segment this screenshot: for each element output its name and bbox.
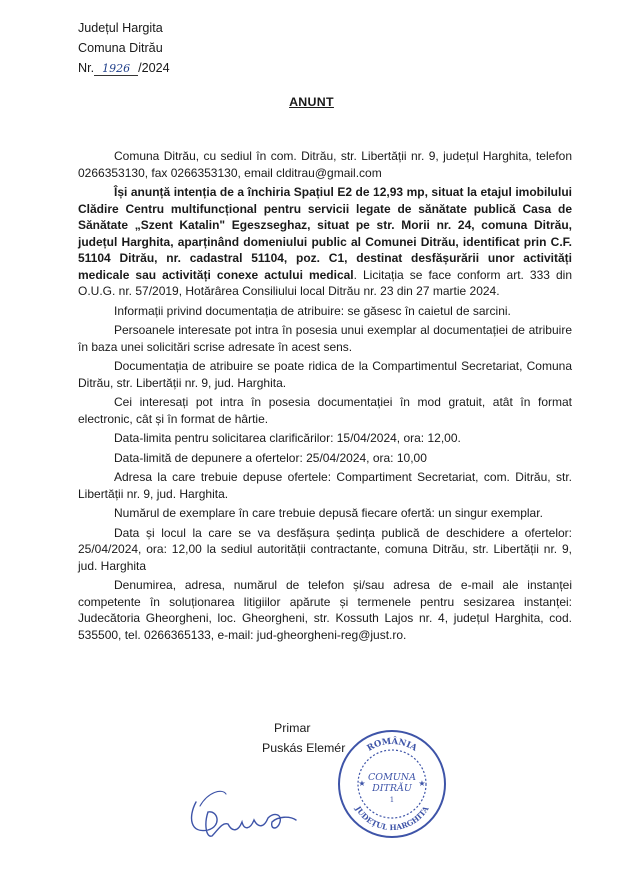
nr-handwritten: 1926 bbox=[94, 63, 138, 76]
paragraph-copies: Numărul de exemplare în care trebuie depusă fiecare ofertă: un singur exemplar. bbox=[114, 506, 543, 520]
paragraph-documentation: Informații privind documentația de atribuire: se găsesc în caietul de sarcini. bbox=[114, 303, 511, 318]
paragraph-offer-deadline: Data-limită de depunere a ofertelor: 25/04/2024, ora: 10,00 bbox=[114, 450, 427, 465]
nr-suffix: /2024 bbox=[138, 61, 170, 75]
paragraph-request: Persoanele interesate pot intra în posesia unui exemplar al documentației de atribuire în baza unei solicitări scrise adresate în acest sens. bbox=[78, 323, 572, 354]
stamp-line-commune: COMUNA bbox=[368, 772, 416, 783]
document-title: ANUNT bbox=[289, 95, 334, 109]
document-header bbox=[78, 18, 170, 78]
stamp-bottom-text: JUDEȚUL HARGHITA bbox=[353, 804, 431, 833]
paragraph-opening-session: Data și locul la care se va desfășura ședința publică de deschidere a ofertelor: 25/04/2024, ora: 12,00 la sediul autorității contractante, comuna Ditrău, str. Libertății nr. 9, jud. Harghita bbox=[78, 525, 572, 573]
signatory-name: Puskás Elemér bbox=[262, 741, 346, 755]
paragraph-clarification-deadline: Data-limita pentru solicitarea clarificărilor: 15/04/2024, ora: 12,00. bbox=[114, 431, 461, 445]
paragraph-intent-rest: . Licitația se face conform art. 333 din O.U.G. nr. 57/2019, Hotărârea Consiliului local Ditrău nr. 23 din 27 martie 2024. bbox=[78, 267, 572, 298]
county-line: Județul Hargita bbox=[78, 21, 163, 35]
nr-prefix: Nr. bbox=[78, 61, 95, 75]
signatory-role: Primar bbox=[274, 721, 311, 735]
registration-number bbox=[78, 58, 170, 78]
paragraph-intent bbox=[78, 184, 572, 300]
stamp-top-text: ROMÂNIA bbox=[365, 736, 419, 754]
commune-line: Comuna Ditrău bbox=[78, 41, 163, 55]
paragraph-intro: Comuna Ditrău, cu sediul în com. Ditrău, str. Libertății nr. 9, județul Harghita, telefon 0266353130, fax 0266353130, email clditrau@gmail.com bbox=[78, 149, 572, 180]
paragraph-intent-bold: Își anunță intenția de a închiria Spațiul E2 de 12,93 mp, situat la etajul imobilului Clădire Centru multifuncțional pentru servicii legate de sănătate publică Casa de Sănătate „Szent Katalin" Egeszseghaz, situat pe str. Morii nr. 24, comuna Ditrău, județul Harghita, aparținând domeniului public al Comunei Ditrău, identificat prin C.F. 51104 Ditrău, nr. cadastral 51104, poz. C1, destinat desfășurării unor activități medicale sau activități conexe actului medical bbox=[78, 185, 572, 282]
handwritten-signature bbox=[178, 772, 318, 842]
paragraph-pickup: Documentația de atribuire se poate ridica de la Compartimentul Secretariat, Comuna Ditrău, str. Libertății nr. 9, jud. Harghita. bbox=[78, 359, 572, 390]
announcement-body bbox=[78, 148, 572, 646]
paragraph-free-access: Cei interesați pot intra în posesia documentației în mod gratuit, atât în format electronic, cât și în format de hârtie. bbox=[78, 395, 572, 426]
stamp-line-name: DITRĂU bbox=[372, 783, 412, 794]
paragraph-offer-address: Adresa la care trebuie depuse ofertele: Compartiment Secretariat, com. Ditrău, str. Libertății nr. 9, jud. Harghita. bbox=[78, 470, 572, 501]
stamp-star-left-icon: ★ bbox=[358, 779, 366, 788]
stamp-line-number: 1 bbox=[389, 796, 395, 804]
official-stamp bbox=[336, 728, 448, 840]
signatory-block bbox=[262, 718, 345, 758]
stamp-star-right-icon: ★ bbox=[418, 779, 426, 788]
paragraph-court: Denumirea, adresa, numărul de telefon și/sau adresa de e-mail ale instanței competente în soluționarea litigiilor apărute și termenele pentru sesizarea instanței: Judecătoria Gheorgheni, loc. Gheorgheni, str. Kossuth Lajos nr. 4, județul Harghita, cod. 535500, tel. 0266365133, e-mail: jud-gheorgheni-reg@just.ro. bbox=[78, 578, 572, 642]
